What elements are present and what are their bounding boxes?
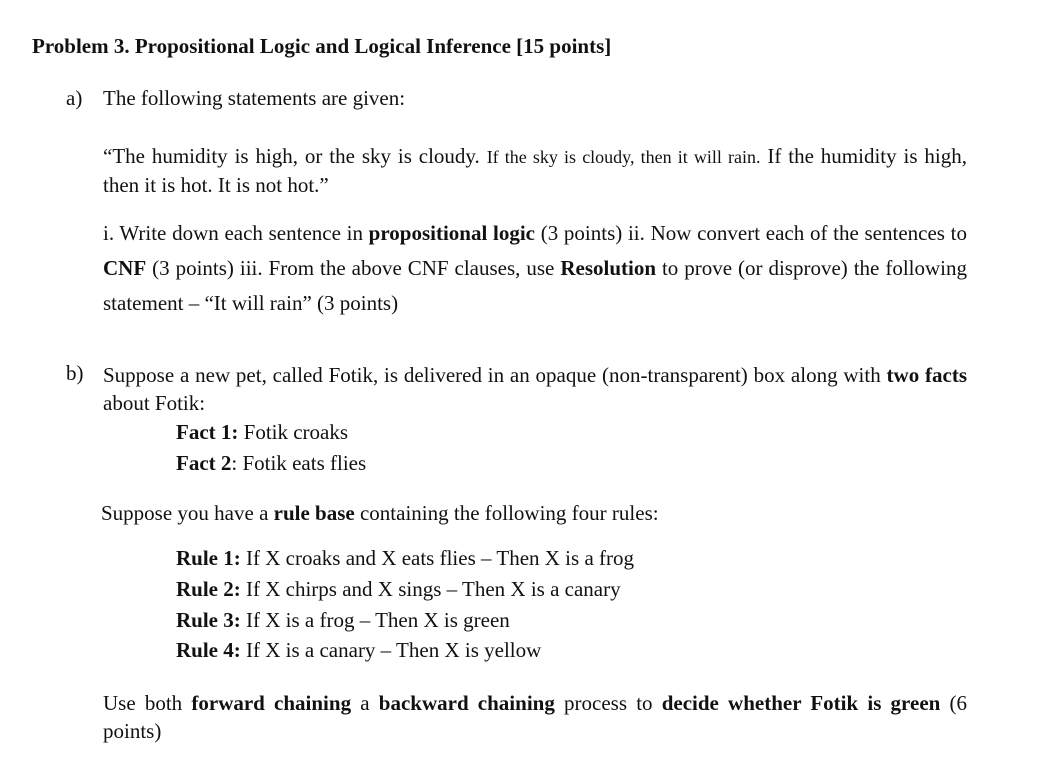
rule-3-label: Rule 3: [176, 608, 241, 632]
rule-4-text: If X is a canary – Then X is yellow [240, 638, 542, 662]
rule-2 [176, 577, 621, 602]
rule-1-text: If X croaks and X eats flies – Then X is a frog [240, 546, 634, 570]
task-1-text: i. Write down each sentence in [103, 221, 369, 245]
rule-2-label: Rule 2: [176, 577, 241, 601]
quote-part-1: “The humidity is high, or the sky is cloudy. [103, 144, 487, 168]
rule-base-intro-text: Suppose you have a [101, 501, 274, 525]
rule-1 [176, 546, 634, 571]
final-text-1: Use both [103, 691, 192, 715]
task-2-bold: CNF [103, 256, 147, 280]
decide-green-bold: decide whether Fotik is green [661, 691, 941, 715]
part-a-tasks [103, 216, 967, 321]
fact-2-text: : Fotik eats flies [231, 451, 367, 475]
task-1-bold: propositional logic [368, 221, 535, 245]
rule-4-label: Rule 4: [176, 638, 241, 662]
fact-2-label: Fact 2 [176, 451, 232, 475]
task-3-tail: to prove (or disprove) the following statement – “It will rain” (3 points) [103, 256, 967, 315]
rule-3-text: If X is a frog – Then X is green [240, 608, 510, 632]
part-b-marker: b) [66, 361, 84, 385]
quote-part-2: If the sky is cloudy, then it will rain. [486, 147, 761, 167]
rule-base-intro-tail: containing the following four rules: [354, 501, 659, 525]
part-a-intro: The following statements are given: [103, 86, 406, 110]
task-3-text: (3 points) iii. From the above CNF clauses, use [146, 256, 561, 280]
rule-4 [176, 638, 541, 663]
fact-1-label: Fact 1: [176, 420, 239, 444]
fact-1 [176, 420, 348, 445]
rule-1-label: Rule 1: [176, 546, 241, 570]
rule-2-text: If X chirps and X sings – Then X is a canary [240, 577, 621, 601]
two-facts-bold: two facts [886, 363, 968, 387]
backward-chaining-bold: backward chaining [378, 691, 555, 715]
task-2-text: (3 points) ii. Now convert each of the sentences to [535, 221, 967, 245]
final-text-4: (6 points) [103, 691, 968, 743]
problem-title: Problem 3. Propositional Logic and Logical Inference [15 points] [32, 34, 612, 58]
part-a-marker: a) [66, 86, 83, 110]
part-b-intro [103, 361, 967, 417]
final-instruction [103, 689, 967, 745]
rule-base-intro [101, 501, 659, 526]
fact-2 [176, 451, 366, 476]
rule-base-bold: rule base [273, 501, 355, 525]
fact-1-text: Fotik croaks [238, 420, 349, 444]
part-b-intro-text: Suppose a new pet, called Fotik, is delivered in an opaque (non-transparent) box along with [103, 363, 887, 387]
given-statements-quote [103, 142, 967, 199]
forward-chaining-bold: forward chaining [191, 691, 352, 715]
final-text-2: a [351, 691, 379, 715]
final-text-3: process to [554, 691, 662, 715]
part-b-intro-tail: about Fotik: [103, 391, 206, 415]
rule-3 [176, 608, 510, 633]
task-3-bold: Resolution [560, 256, 657, 280]
quote-part-3: If the humidity is high, then it is hot. It is not hot.” [103, 144, 967, 197]
